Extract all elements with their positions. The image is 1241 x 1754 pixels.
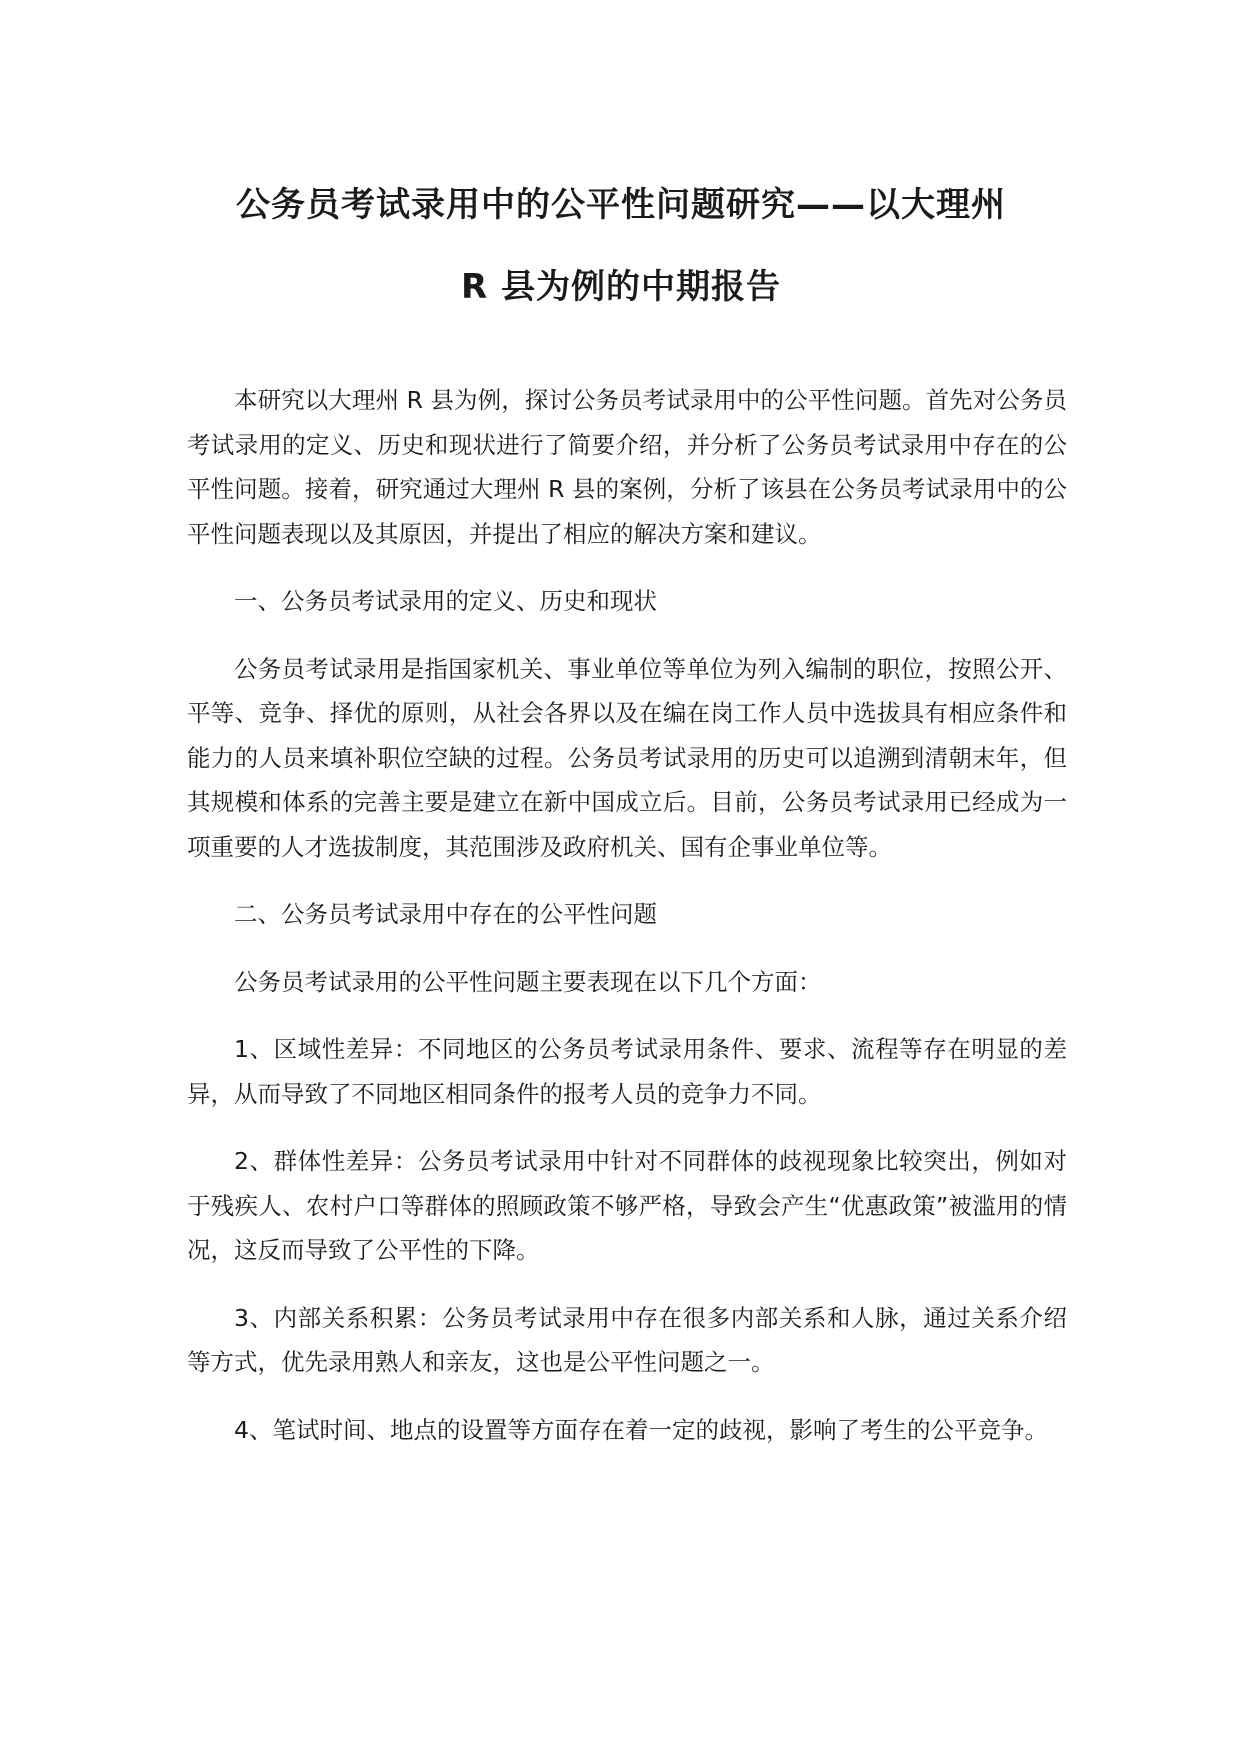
document-body <box>187 378 1067 1475</box>
section-heading-1: 一、公务员考试录用的定义、历史和现状 <box>234 587 657 615</box>
paragraph-abstract: 本研究以大理州 R 县为例，探讨公务员考试录用中的公平性问题。首先对公务员考试录用的定义、历史和现状进行了简要介绍，并分析了公务员考试录用中存在的公平性问题。接着，研究通过大理州 R 县的案例，分析了该县在公务员考试录用中的公平性问题表现以及其原因，并提出了相应的解决方案和建议。 <box>187 386 1067 548</box>
document-title-line-2: R 县为例的中期报告 <box>460 267 782 307</box>
list-item-4: 4、笔试时间、地点的设置等方面存在着一定的歧视，影响了考生的公平竞争。 <box>234 1415 1048 1444</box>
section-heading-2: 二、公务员考试录用中存在的公平性问题 <box>234 900 657 928</box>
list-item-1: 1、区域性差异：不同地区的公务员考试录用条件、要求、流程等存在明显的差异，从而导致了不同地区相同条件的报考人员的竞争力不同。 <box>187 1035 1067 1108</box>
document-title-line-1: 公务员考试录用中的公平性问题研究——以大理州 <box>236 185 1006 225</box>
paragraph-definition: 公务员考试录用是指国家机关、事业单位等单位为列入编制的职位，按照公开、平等、竞争、择优的原则，从社会各界以及在编在岗工作人员中选拔具有相应条件和能力的人员来填补职位空缺的过程。公务员考试录用的历史可以追溯到清朝末年，但其规模和体系的完善主要是建立在新中国成立后。目前，公务员考试录用已经成为一项重要的人才选拔制度，其范围涉及政府机关、国有企事业单位等。 <box>187 654 1067 861</box>
list-item-2: 2、群体性差异：公务员考试录用中针对不同群体的歧视现象比较突出，例如对于残疾人、农村户口等群体的照顾政策不够严格，导致会产生“优惠政策”被滥用的情况，这反而导致了公平性的下降。 <box>187 1147 1067 1264</box>
list-item-3: 3、内部关系积累：公务员考试录用中存在很多内部关系和人脉，通过关系介绍等方式，优先录用熟人和亲友，这也是公平性问题之一。 <box>187 1303 1067 1376</box>
paragraph-intro-list: 公务员考试录用的公平性问题主要表现在以下几个方面： <box>234 967 822 996</box>
